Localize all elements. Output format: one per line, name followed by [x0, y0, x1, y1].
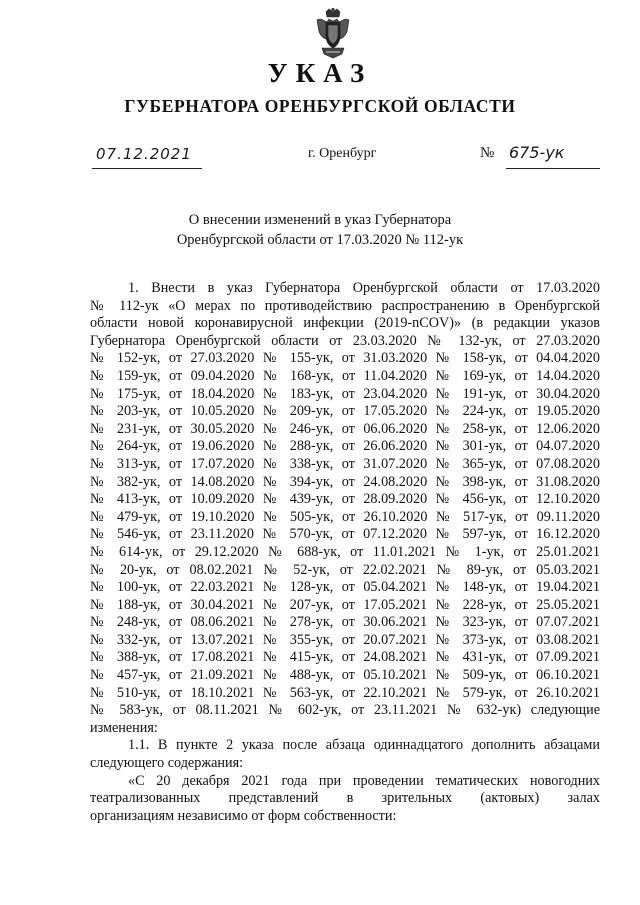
document-date: 07.12.2021: [96, 145, 192, 163]
text-line: «С 20 декабря 2021 года при проведении тематических новогодних: [128, 772, 600, 789]
text-line: № 112-ук «О мерах по противодействию распространению в Оренбургской: [90, 297, 600, 314]
text-line: Губернатора Оренбургской области от 23.03.2020 № 132-ук, от 27.03.2020: [90, 332, 600, 349]
text-line: театрализованных представлений в зрительных (актовых) залах: [90, 790, 600, 807]
text-line: № 159-ук, от 09.04.2020 № 168-ук, от 11.04.2020 № 169-ук, от 14.04.2020: [90, 367, 600, 384]
text-line: 1.1. В пункте 2 указа после абзаца одиннадцатого дополнить абзацами: [128, 737, 600, 754]
document-city: г. Оренбург: [308, 146, 377, 161]
text-line: № 413-ук, от 10.09.2020 № 439-ук, от 28.09.2020 № 456-ук, от 12.10.2020: [90, 491, 600, 508]
text-line: № 188-ук, от 30.04.2021 № 207-ук, от 17.05.2021 № 228-ук, от 25.05.2021: [90, 596, 600, 613]
document-number: 675-ук: [509, 143, 565, 162]
text-line: области новой коронавирусной инфекции (2019-nCOV)» (в редакции указов: [90, 315, 600, 332]
text-line: № 510-ук, от 18.10.2021 № 563-ук, от 22.10.2021 № 579-ук, от 26.10.2021: [90, 684, 600, 701]
heading-line: О внесении изменений в указ Губернатора: [188, 212, 452, 228]
text-line: № 175-ук, от 18.04.2020 № 183-ук, от 23.04.2020 № 191-ук, от 30.04.2020: [90, 385, 600, 402]
heading-line: Оренбургской области от 17.03.2020 № 112-ук: [176, 232, 464, 248]
text-line: № 248-ук, от 08.06.2021 № 278-ук, от 30.06.2021 № 323-ук, от 07.07.2021: [90, 614, 600, 631]
text-line: организациям независимо от форм собственности:: [90, 807, 397, 824]
text-line: № 388-ук, от 17.08.2021 № 415-ук, от 24.08.2021 № 431-ук, от 07.09.2021: [90, 649, 600, 666]
paragraph-1: [90, 280, 600, 737]
coat-of-arms-icon: [314, 8, 352, 60]
paragraph-1-1: [90, 737, 600, 772]
text-line: № 457-ук, от 21.09.2021 № 488-ук, от 05.10.2021 № 509-ук, от 06.10.2021: [90, 667, 600, 684]
text-line: 1. Внести в указ Губернатора Оренбургской области от 17.03.2020: [128, 280, 600, 296]
text-line: следующего содержания:: [90, 755, 244, 772]
document-title: УКАЗ: [267, 58, 373, 88]
document-subtitle: ГУБЕРНАТОРА ОРЕНБУРГСКОЙ ОБЛАСТИ: [124, 96, 516, 116]
text-line: № 332-ук, от 13.07.2021 № 355-ук, от 20.07.2021 № 373-ук, от 03.08.2021: [90, 631, 600, 648]
text-line: № 313-ук, от 17.07.2020 № 338-ук, от 31.07.2020 № 365-ук, от 07.08.2020: [90, 455, 600, 472]
document-heading: [0, 210, 640, 250]
document-body: [90, 280, 600, 825]
text-line: № 264-ук, от 19.06.2020 № 288-ук, от 26.06.2020 № 301-ук, от 04.07.2020: [90, 438, 600, 455]
text-line: № 100-ук, от 22.03.2021 № 128-ук, от 05.04.2021 № 148-ук, от 19.04.2021: [90, 579, 600, 596]
document-number-label: №: [480, 145, 495, 161]
text-line: № 479-ук, от 19.10.2020 № 505-ук, от 26.10.2020 № 517-ук, от 09.11.2020: [90, 508, 600, 525]
text-line: № 20-ук, от 08.02.2021 № 52-ук, от 22.02.2021 № 89-ук, от 05.03.2021: [90, 561, 600, 578]
text-line: № 231-ук, от 30.05.2020 № 246-ук, от 06.06.2020 № 258-ук, от 12.06.2020: [90, 420, 600, 437]
text-line: № 614-ук, от 29.12.2020 № 688-ук, от 11.01.2021 № 1-ук, от 25.01.2021: [90, 543, 600, 560]
text-line: изменения:: [90, 719, 158, 736]
text-line: № 583-ук, от 08.11.2021 № 602-ук, от 23.11.2021 № 632-ук) следующие: [90, 702, 600, 719]
text-line: № 152-ук, от 27.03.2020 № 155-ук, от 31.03.2020 № 158-ук, от 04.04.2020: [90, 350, 600, 367]
paragraph-quote: [90, 773, 600, 826]
text-line: № 546-ук, от 23.11.2020 № 570-ук, от 07.12.2020 № 597-ук, от 16.12.2020: [90, 526, 600, 543]
text-line: № 203-ук, от 10.05.2020 № 209-ук, от 17.05.2020 № 224-ук, от 19.05.2020: [90, 403, 600, 420]
text-line: № 382-ук, от 14.08.2020 № 394-ук, от 24.08.2020 № 398-ук, от 31.08.2020: [90, 473, 600, 490]
